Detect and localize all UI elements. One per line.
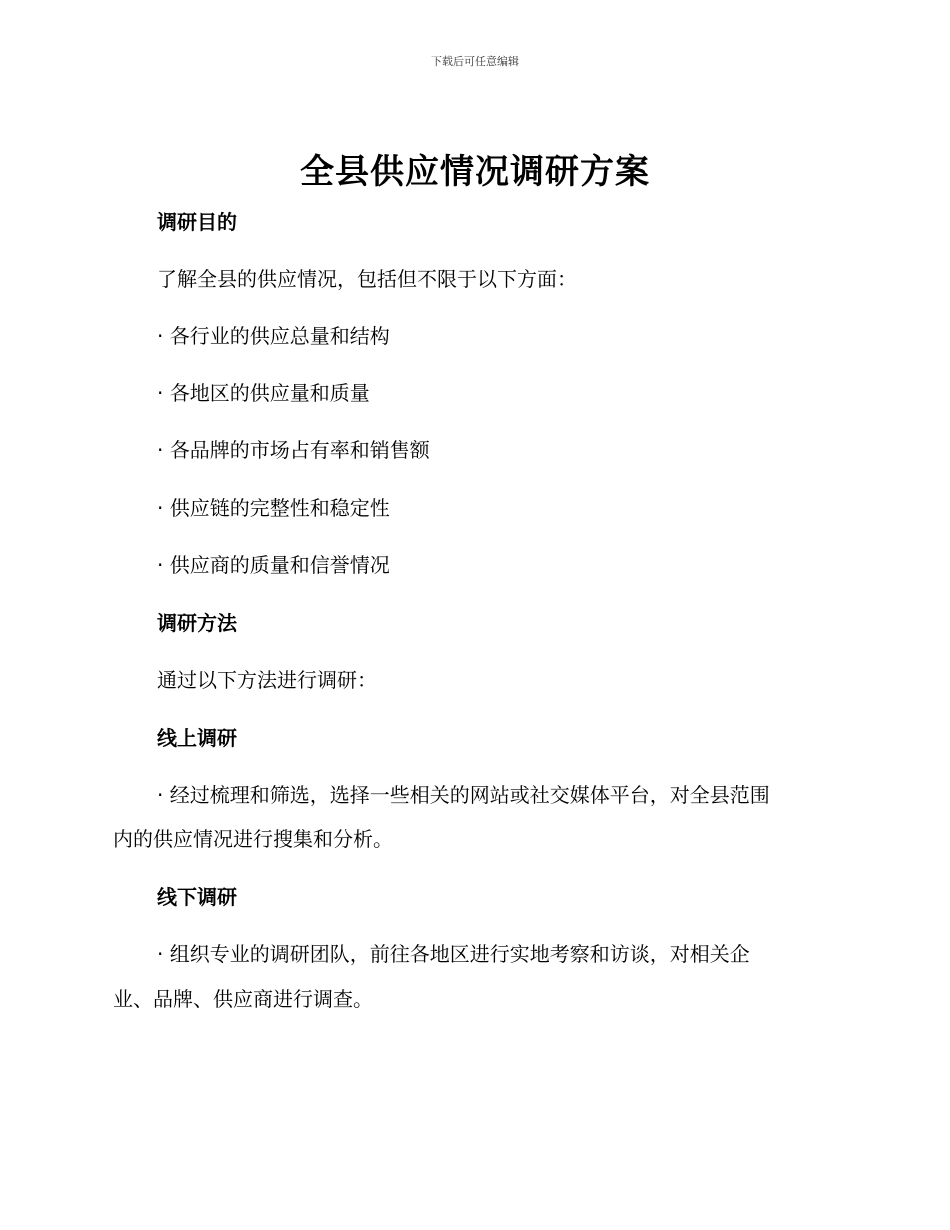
section-heading-purpose: 调研目的	[157, 210, 237, 234]
purpose-bullet-3: · 各品牌的市场占有率和销售额	[157, 438, 430, 462]
offline-paragraph-line-1: · 组织专业的调研团队，前往各地区进行实地考察和访谈，对相关企	[157, 942, 750, 966]
purpose-intro: 了解全县的供应情况，包括但不限于以下方面：	[157, 267, 577, 291]
purpose-bullet-4: · 供应链的完整性和稳定性	[157, 496, 390, 520]
section-heading-online: 线上调研	[157, 726, 237, 750]
purpose-bullet-5: · 供应商的质量和信誉情况	[157, 553, 390, 577]
online-paragraph-line-1: · 经过梳理和筛选，选择一些相关的网站或社交媒体平台，对全县范围	[157, 783, 770, 807]
purpose-bullet-2: · 各地区的供应量和质量	[157, 381, 370, 405]
page-header-note: 下载后可任意编辑	[431, 55, 519, 68]
offline-paragraph-line-2: 业、品牌、供应商进行调查。	[113, 987, 373, 1011]
method-intro: 通过以下方法进行调研：	[157, 668, 377, 692]
section-heading-method: 调研方法	[157, 611, 237, 635]
section-heading-offline: 线下调研	[157, 885, 237, 909]
document-title: 全县供应情况调研方案	[300, 152, 650, 192]
purpose-bullet-1: · 各行业的供应总量和结构	[157, 324, 390, 348]
online-paragraph-line-2: 内的供应情况进行搜集和分析。	[113, 827, 393, 851]
